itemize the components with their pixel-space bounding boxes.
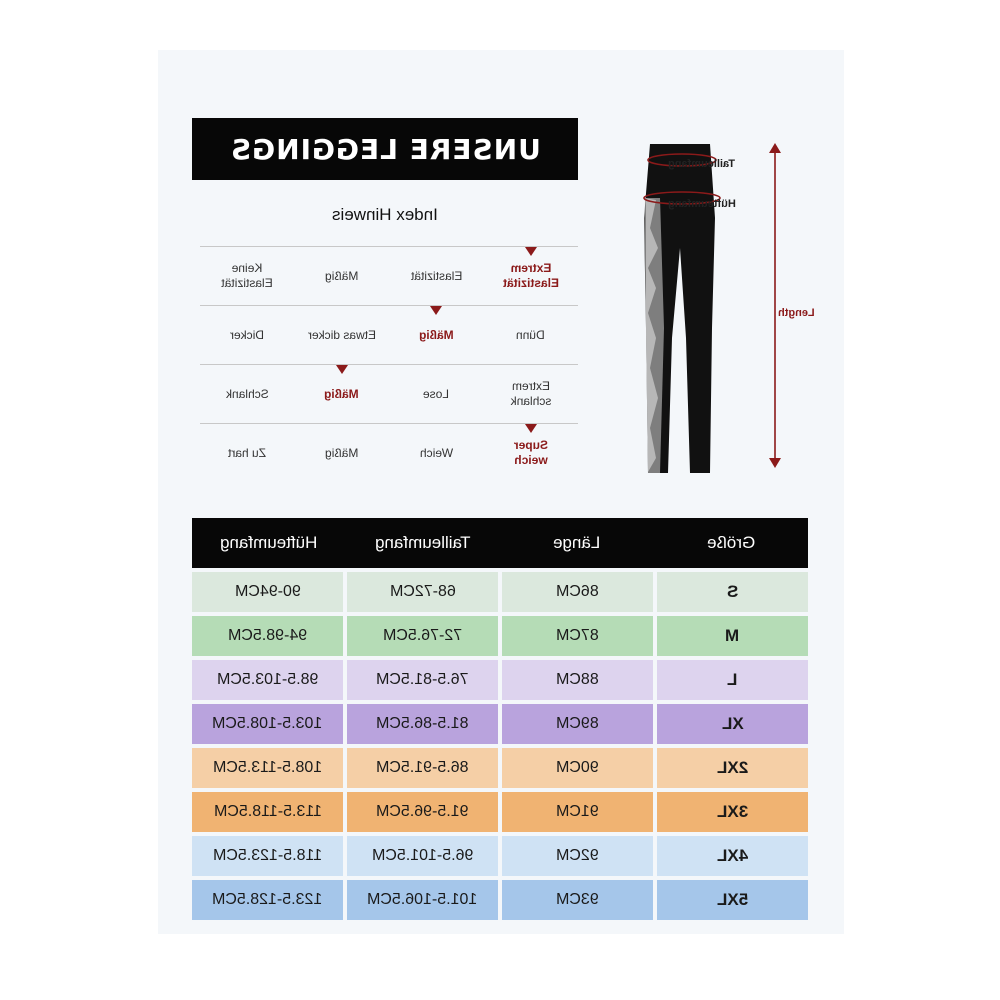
rating-cell: Dünn [516, 327, 546, 342]
rating-cell: Dicker [230, 327, 265, 342]
rating-cell: Etwas dicker [307, 327, 376, 342]
cell-size: XL [657, 704, 808, 744]
page-title: UNSERE LEGGINGS [229, 132, 541, 166]
length-label: Length [778, 307, 815, 319]
cell-hip: 113.5-118.5CM [192, 792, 343, 832]
marker-triangle-icon [336, 365, 348, 374]
page-title-banner [192, 118, 578, 180]
column-header: Größe [706, 533, 756, 552]
cell-size: 3XL [657, 792, 808, 832]
cell-size: 4XL [657, 836, 808, 876]
cell-length: 87CM [502, 616, 653, 656]
rating-cell: Extrem schlank [510, 379, 552, 408]
cell-size: 2XL [657, 748, 808, 788]
marker-triangle-icon [525, 424, 537, 433]
table-row [192, 836, 808, 876]
cell-hip: 90-94CM [192, 572, 343, 612]
table-row [192, 616, 808, 656]
cell-waist: 72-76.5CM [347, 616, 498, 656]
cell-waist: 101.5-106.5CM [347, 880, 498, 920]
rating-cell: Lose [423, 386, 450, 401]
length-arrow-icon [765, 143, 785, 468]
cell-hip: 103.5-108.5CM [192, 704, 343, 744]
table-row [192, 880, 808, 920]
table-row [192, 660, 808, 700]
cell-waist: 81.5-86.5CM [347, 704, 498, 744]
cell-size: 5XL [657, 880, 808, 920]
cell-hip: 94-98.5CM [192, 616, 343, 656]
cell-hip: 118.5-123.5CM [192, 836, 343, 876]
cell-hip: 108.5-113.5CM [192, 748, 343, 788]
rating-row [200, 246, 578, 305]
rating-cell: Zu hart [228, 445, 267, 460]
cell-length: 93CM [502, 880, 653, 920]
cell-size: S [657, 572, 808, 612]
table-row [192, 572, 808, 612]
waist-label: Taillеumfang [668, 158, 736, 170]
size-table-header [192, 518, 808, 568]
cell-hip: 98.5-103.5CM [192, 660, 343, 700]
rating-cell: Mäßig [325, 445, 359, 460]
size-table [192, 518, 808, 920]
cell-length: 88CM [502, 660, 653, 700]
column-header: Taillеumfang [375, 533, 471, 552]
rating-cell: Elastizität [410, 268, 462, 283]
cell-size: L [657, 660, 808, 700]
rating-cell: Weich [419, 445, 453, 460]
marker-triangle-icon [525, 247, 537, 256]
cell-length: 86CM [502, 572, 653, 612]
rating-cell: Keine Elastizität [221, 261, 273, 290]
rating-row [200, 305, 578, 364]
cell-waist: 86.5-91.5CM [347, 748, 498, 788]
cell-waist: 68-72CM [347, 572, 498, 612]
cell-waist: 96.5-101.5CM [347, 836, 498, 876]
cell-size: M [657, 616, 808, 656]
cell-waist: 91.5-96.5CM [347, 792, 498, 832]
rating-cell-selected: Mäßig [389, 306, 484, 364]
rating-cell-selected: Extrem Elastizität [484, 247, 579, 305]
cell-length: 91CM [502, 792, 653, 832]
hip-label: Hüftеumfang [668, 198, 736, 210]
column-header: Länge [553, 533, 601, 552]
column-header: Hüftеumfang [220, 533, 318, 552]
table-row [192, 704, 808, 744]
rating-cell-selected: Mäßig [295, 365, 390, 423]
rating-row [200, 423, 578, 482]
marker-triangle-icon [430, 306, 442, 315]
rating-grid [200, 246, 578, 482]
rating-row [200, 364, 578, 423]
rating-cell-selected: Super weich [484, 424, 579, 482]
table-row [192, 748, 808, 788]
cell-hip: 123.5-128.5CM [192, 880, 343, 920]
cell-length: 89CM [502, 704, 653, 744]
table-row [192, 792, 808, 832]
cell-length: 90CM [502, 748, 653, 788]
index-title: Index Hinweis [332, 205, 438, 224]
cell-waist: 76.5-81.5CM [347, 660, 498, 700]
rating-cell: Mäßig [325, 268, 359, 283]
legging-diagram [620, 138, 760, 478]
cell-length: 92CM [502, 836, 653, 876]
rating-cell: Schlank [225, 386, 269, 401]
